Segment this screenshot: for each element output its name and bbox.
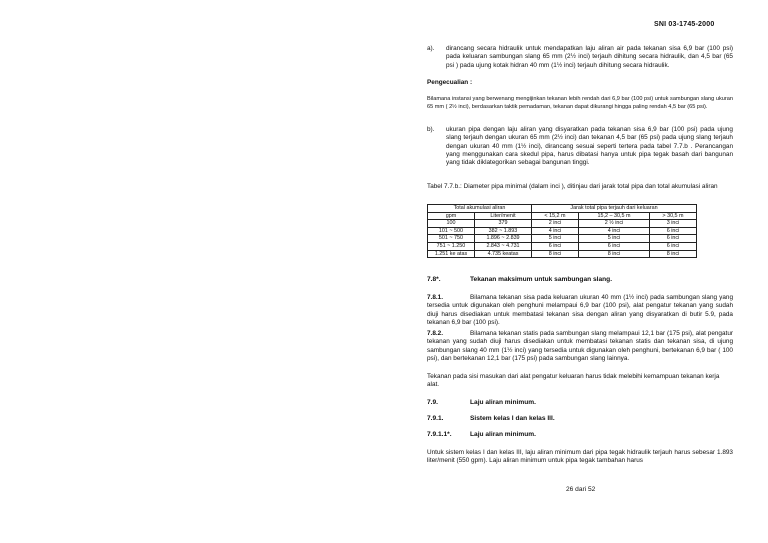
table-row [428, 227, 697, 235]
table-cell: 5 inci [532, 235, 579, 243]
section-7-9-1-1-title: Laju aliran minimum. [470, 431, 536, 438]
section-7-8-2-number: 7.8.2. [427, 330, 443, 337]
table-cell: 8 inci [650, 250, 697, 258]
section-7-8-title: Tekanan maksimum untuk sambungan slang. [470, 276, 613, 283]
table-col-header: < 15,2 m [532, 212, 579, 220]
section-7-8-1-number: 7.8.1. [427, 294, 443, 301]
para-b-label: b). [427, 126, 435, 133]
table-cell: 6 inci [650, 242, 697, 250]
table-cell: 6 inci [650, 235, 697, 243]
table-cell: 382 ~ 1.893 [475, 227, 532, 235]
table-cell: 4.735 keatas [475, 250, 532, 258]
table-cell: 751 ~ 1.250 [428, 242, 475, 250]
table-group-header-flow: Total akumulasi aliran [428, 205, 532, 213]
table-row [428, 242, 697, 250]
table-cell: 6 inci [650, 227, 697, 235]
input-pressure-note: Tekanan pada sisi masukan dari alat pengatur keluaran harus tidak melebihi kemampuan tekanan kerja alat. [427, 373, 720, 389]
section-7-9-number: 7.9. [427, 399, 438, 406]
table-col-header: 15,2 – 30,5 m [579, 212, 650, 220]
table-cell: 6 inci [579, 242, 650, 250]
pengecualian-text: Bilamana instansi yang berwenang mengijinkan tekanan lebih rendah dari 6,9 bar (100 psi) untuk sambungan slang ukuran 65 mm ( 2½ inci), berdasarkan taktik pemadaman, tekanan dapat dikurangi hingga paling rendah 4,5 bar (65 psi). [427, 96, 733, 110]
para-b-text: ukuran pipa dengan laju aliran yang disyaratkan pada tekanan sisa 6,9 bar (100 psi) pada ujung slang terjauh dengan ukuran 65 mm (2½ inci) dan tekanan 4,5 bar (65 psi) pada ujung slang terjauh dengan ukuran 40 mm (1½ inci), dirancang sesuai seperti tertera pada tabel 7.7.b . Perancangan yang menggunakan cara skedul pipa, harus dibatasi hanya untuk pipa tegak basah dari bangunan yang tidak diklategorikan sebagai bangunan tinggi. [446, 126, 733, 167]
table-cell: 1.251 ke atas [428, 250, 475, 258]
para-a-label: a). [427, 45, 435, 52]
pipe-diameter-table [427, 204, 697, 258]
section-7-9-title: Laju aliran minimum. [470, 399, 536, 406]
table-cell: 4 inci [532, 227, 579, 235]
section-7-9-1-title: Sistem kelas I dan kelas III. [470, 415, 555, 422]
table-cell: 8 inci [579, 250, 650, 258]
minimum-flow-paragraph: Untuk sistem kelas I dan kelas III, laju aliran minimum dari pipa tegak hidraulik terjauh harus sebesar 1.893 liter/menit (550 gpm). Laju aliran minimum untuk pipa tegak tambahan harus [427, 449, 733, 465]
table-cell: 100 [428, 220, 475, 228]
table-col-header: Liter/menit [475, 212, 532, 220]
table-cell: 101 ~ 500 [428, 227, 475, 235]
page-number: 26 dari 52 [566, 486, 596, 493]
table-row [428, 250, 697, 258]
table-row [428, 235, 697, 243]
para-a-text: dirancang secara hidraulik untuk mendapatkan laju aliran air pada tekanan sisa 6,9 bar (100 psi) pada keluaran sambungan slang 65 mm (2½ inci) terjauh dihitung secara hidraulik, dan 4,5 bar (65 psi ) pada ujung kotak hidran 40 mm (1½ inci) terjauh dihitung secara hidraulik. [446, 45, 733, 69]
table-caption: Tabel 7.7.b.: Diameter pipa minimal (dalam inci ), ditinjau dari jarak total pipa dan total akumulasi aliran [427, 183, 718, 190]
table-cell: 2 inci [532, 220, 579, 228]
table-cell: 8 inci [532, 250, 579, 258]
section-7-8-1-text [427, 294, 733, 327]
section-7-8-2-body: Bilamana tekanan statis pada sambungan slang melampaui 12,1 bar (175 psi), alat pengatur tekanan yang sudah diuji harus disediakan untuk membatasi tekanan statis dan tekanan sisa, di ujung sambungan slang 40 mm (1½ inci) yang tersedia untuk digunakan oleh penghuni, bertekanan 6,9 bar ( 100 psi), dan bertekanan 12,1 bar (175 psi) pada sambungan slang lainnya. [427, 330, 733, 362]
pengecualian-title: Pengecualian : [427, 79, 473, 86]
table-col-header: > 30,5 m [650, 212, 697, 220]
section-7-9-1-number: 7.9.1. [427, 415, 444, 422]
table-cell: 379 [475, 220, 532, 228]
table-cell: 2 ½ inci [579, 220, 650, 228]
section-7-8-number: 7.8*. [427, 276, 441, 283]
table-group-header-distance: Jarak total pipa terjauh dari keluaran [532, 205, 697, 213]
document-code: SNI 03-1745-2000 [654, 21, 715, 28]
section-7-9-1-1-number: 7.9.1.1*. [427, 431, 452, 438]
table-cell: 1.896 ~ 2.839 [475, 235, 532, 243]
table-cell: 3 inci [650, 220, 697, 228]
table-cell: 6 inci [532, 242, 579, 250]
table-row [428, 220, 697, 228]
table-cell: 2.843 ~ 4.731 [475, 242, 532, 250]
table-cell: 501 ~ 750 [428, 235, 475, 243]
section-7-8-2-text [427, 330, 733, 363]
table-cell: 4 inci [579, 227, 650, 235]
table-cell: 5 inci [579, 235, 650, 243]
section-7-8-1-body: Bilamana tekanan sisa pada keluaran ukuran 40 mm (1½ inci) pada sambungan slang yang tersedia untuk digunakan oleh penghuni melampaui 6,9 bar (100 psi), alat pengatur tekanan yang sudah diuji harus disediakan untuk membatasi tekanan sisa dengan aliran yang disyaratkan di butir 5.9, pada tekanan 6,9 bar (100 psi). [427, 294, 733, 326]
table-col-header: gpm [428, 212, 475, 220]
